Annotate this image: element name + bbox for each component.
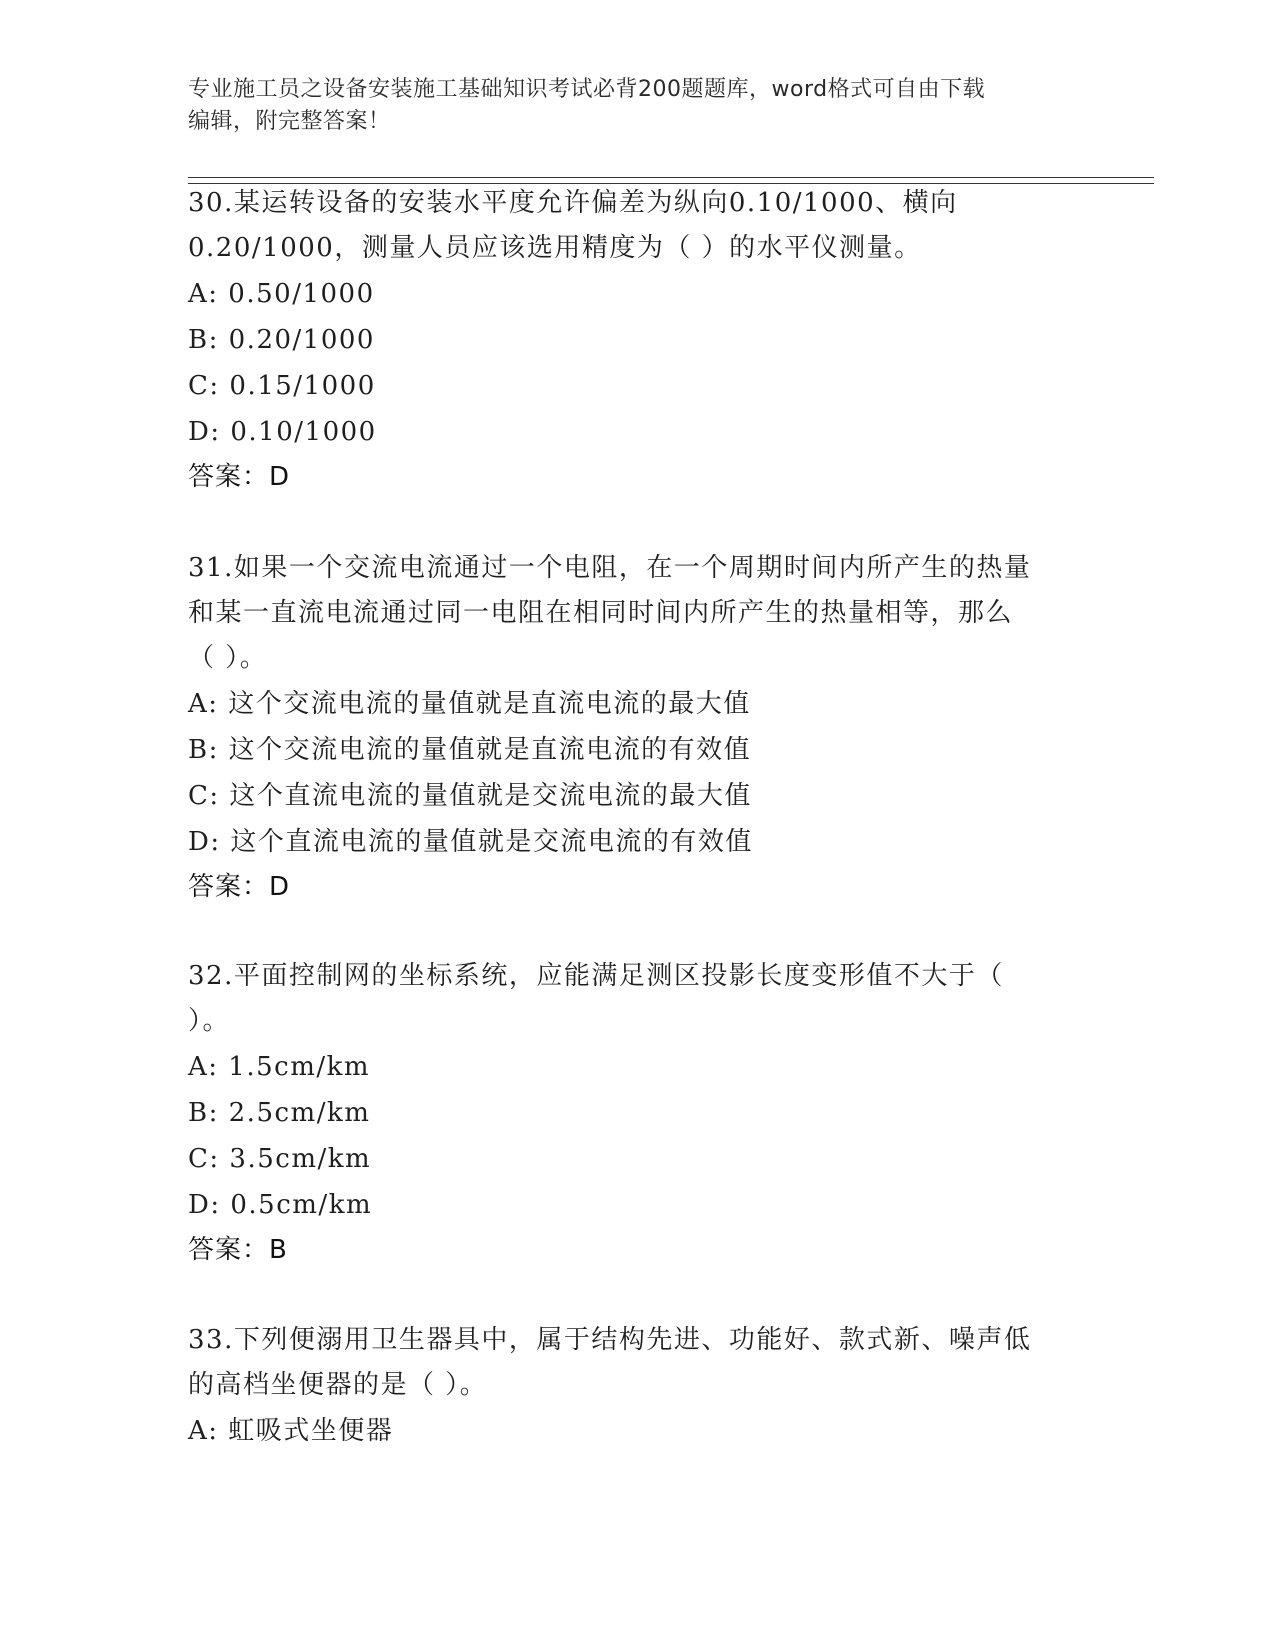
answer-line: 答案：D — [188, 872, 291, 902]
document-header — [188, 74, 1088, 138]
option-list — [188, 271, 1088, 455]
option-a: A: 这个交流电流的量值就是直流电流的最大值 — [188, 689, 751, 719]
option-c: C: 0.15/1000 — [188, 371, 376, 401]
option-list — [188, 1044, 1088, 1228]
question-31 — [188, 546, 1088, 909]
option-d: D: 这个直流电流的量值就是交流电流的有效值 — [188, 827, 753, 857]
question-30 — [188, 181, 1088, 499]
question-stem — [188, 546, 1088, 681]
option-d: D: 0.10/1000 — [188, 417, 377, 447]
stem-line: 30.某运转设备的安装水平度允许偏差为纵向0.10/1000、横向 — [188, 188, 958, 218]
option-c: C: 这个直流电流的量值就是交流电流的最大值 — [188, 781, 752, 811]
header-line-2: 编辑，附完整答案！ — [188, 109, 391, 134]
option-a: A: 0.50/1000 — [188, 279, 375, 309]
question-stem — [188, 181, 1088, 271]
stem-line: （ ）。 — [188, 643, 268, 673]
stem-line: 的高档坐便器的是（ ）。 — [188, 1370, 488, 1400]
question-stem — [188, 1318, 1088, 1408]
stem-line: 31.如果一个交流电流通过一个电阻，在一个周期时间内所产生的热量 — [188, 553, 1032, 583]
option-list — [188, 681, 1088, 865]
option-a: A: 虹吸式坐便器 — [188, 1416, 394, 1446]
option-a: A: 1.5cm/km — [188, 1052, 371, 1082]
option-b: B: 0.20/1000 — [188, 325, 375, 355]
option-b: B: 这个交流电流的量值就是直流电流的有效值 — [188, 735, 752, 765]
question-32 — [188, 954, 1088, 1272]
stem-line: 32.平面控制网的坐标系统，应能满足测区投影长度变形值不大于（ — [188, 961, 1004, 991]
option-d: D: 0.5cm/km — [188, 1190, 373, 1220]
stem-line: 和某一直流电流通过同一电阻在相同时间内所产生的热量相等，那么 — [188, 598, 1014, 628]
stem-line: 33.下列便溺用卫生器具中，属于结构先进、功能好、款式新、噪声低 — [188, 1325, 1032, 1355]
option-list — [188, 1408, 1088, 1454]
header-divider-top — [188, 177, 1154, 178]
stem-line: ）。 — [188, 1006, 231, 1036]
answer-line: 答案：B — [188, 1235, 288, 1265]
option-c: C: 3.5cm/km — [188, 1144, 372, 1174]
header-line-1: 专业施工员之设备安装施工基础知识考试必背200题题库，word格式可自由下载 — [188, 77, 986, 102]
question-33 — [188, 1318, 1088, 1454]
option-b: B: 2.5cm/km — [188, 1098, 371, 1128]
stem-line: 0.20/1000，测量人员应该选用精度为（ ）的水平仪测量。 — [188, 233, 922, 263]
answer-line: 答案：D — [188, 462, 291, 492]
question-stem — [188, 954, 1088, 1044]
